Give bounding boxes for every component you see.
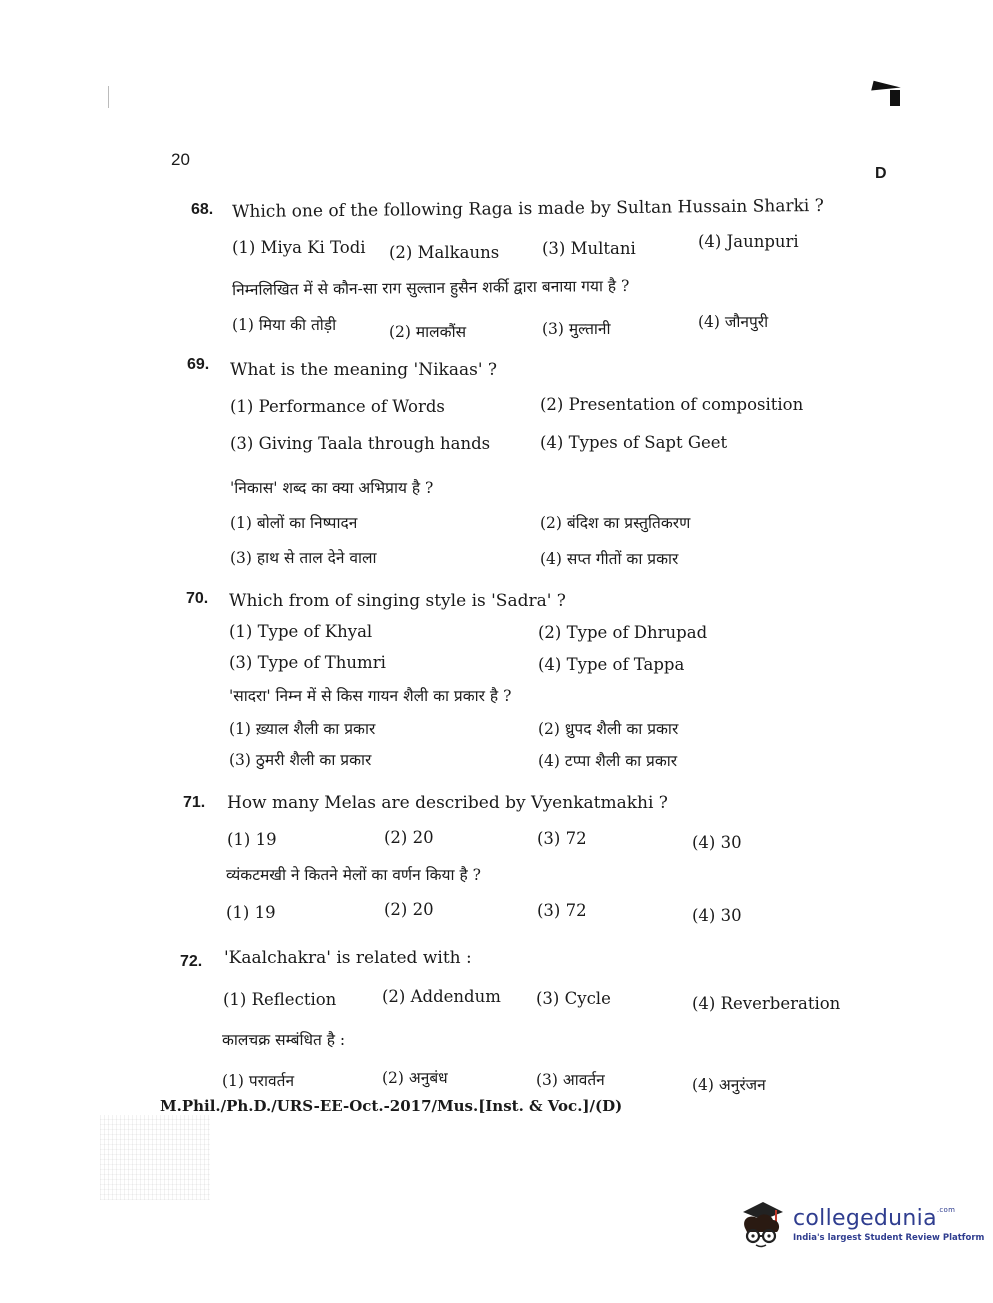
option-hi: (3) मुल्तानी bbox=[542, 320, 611, 338]
option-hi: (1) 19 bbox=[226, 903, 276, 922]
option-hi: (1) ख़्याल शैली का प्रकार bbox=[229, 720, 376, 738]
page-number: 20 bbox=[171, 150, 190, 169]
question-number: 68. bbox=[191, 201, 214, 218]
option-en: (2) Presentation of composition bbox=[540, 395, 804, 414]
option-en: (2) 20 bbox=[384, 828, 434, 847]
option-hi: (4) जौनपुरी bbox=[698, 313, 769, 331]
option-en: (3) Giving Taala through hands bbox=[230, 434, 491, 453]
logo-suffix: .com bbox=[936, 1205, 956, 1214]
option-hi: (3) 72 bbox=[537, 901, 587, 920]
question-text-en: 'Kaalchakra' is related with : bbox=[224, 948, 472, 968]
set-code: D bbox=[875, 165, 887, 182]
option-hi: (1) परावर्तन bbox=[222, 1072, 295, 1090]
question-text-en: Which from of singing style is 'Sadra' ? bbox=[229, 591, 566, 611]
option-hi: (4) अनुरंजन bbox=[692, 1076, 766, 1094]
question-number: 69. bbox=[187, 356, 210, 373]
question-text-en: Which one of the following Raga is made by Sultan Hussain Sharki ? bbox=[231, 195, 824, 223]
scan-mark bbox=[108, 86, 109, 108]
question-text-en: How many Melas are described by Vyenkatmakhi ? bbox=[227, 793, 668, 813]
option-hi: (2) ध्रुपद शैली का प्रकार bbox=[538, 720, 679, 738]
option-en: (2) Addendum bbox=[382, 987, 501, 1006]
option-hi: (2) बंदिश का प्रस्तुतिकरण bbox=[540, 514, 691, 532]
option-en: (1) Miya Ki Todi bbox=[232, 238, 366, 257]
logo-tagline: India's largest Student Review Platform bbox=[793, 1232, 985, 1243]
option-hi: (1) मिया की तोड़ी bbox=[232, 316, 337, 334]
option-en: (4) 30 bbox=[692, 833, 742, 852]
option-hi: (3) हाथ से ताल देने वाला bbox=[230, 549, 377, 567]
option-en: (3) Type of Thumri bbox=[229, 653, 386, 672]
scan-noise bbox=[100, 1115, 210, 1200]
option-en: (1) 19 bbox=[227, 830, 277, 849]
collegedunia-logo bbox=[737, 1198, 984, 1250]
option-en: (4) Type of Tappa bbox=[538, 655, 685, 674]
corner-mark-tail bbox=[890, 90, 900, 106]
question-text-hi: 'सादरा' निम्न में से किस गायन शैली का प्रकार है ? bbox=[229, 687, 512, 705]
option-hi: (3) ठुमरी शैली का प्रकार bbox=[229, 751, 372, 769]
option-en: (1) Performance of Words bbox=[230, 397, 445, 416]
option-hi: (2) 20 bbox=[384, 900, 434, 919]
option-en: (1) Type of Khyal bbox=[229, 622, 373, 641]
question-text-hi: कालचक्र सम्बंधित है : bbox=[222, 1031, 346, 1049]
question-text-hi: व्यंकटमखी ने कितने मेलों का वर्णन किया है ? bbox=[226, 866, 481, 884]
option-en: (3) Cycle bbox=[536, 989, 611, 1008]
option-hi: (2) अनुबंध bbox=[382, 1069, 448, 1087]
option-hi: (2) मालकौंस bbox=[389, 323, 467, 341]
option-en: (2) Type of Dhrupad bbox=[538, 623, 708, 642]
question-number: 71. bbox=[183, 794, 206, 811]
option-en: (3) Multani bbox=[542, 239, 636, 258]
option-hi: (4) सप्त गीतों का प्रकार bbox=[540, 550, 679, 568]
option-hi: (4) टप्पा शैली का प्रकार bbox=[538, 752, 678, 770]
option-en: (2) Malkauns bbox=[389, 243, 500, 262]
option-en: (4) Reverberation bbox=[692, 994, 841, 1013]
question-number: 72. bbox=[180, 953, 203, 970]
option-en: (4) Jaunpuri bbox=[698, 232, 799, 251]
option-hi: (1) बोलों का निष्पादन bbox=[230, 514, 358, 532]
question-text-hi: निम्नलिखित में से कौन-सा राग सुल्तान हुसैन शर्की द्वारा बनाया गया है ? bbox=[231, 276, 630, 300]
logo-wordmark: collegedunia bbox=[793, 1205, 937, 1231]
option-hi: (4) 30 bbox=[692, 906, 742, 925]
paper-code-footer: M.Phil./Ph.D./URS-EE-Oct.-2017/Mus.[Inst. & Voc.]/(D) bbox=[160, 1097, 623, 1115]
question-text-en: What is the meaning 'Nikaas' ? bbox=[230, 360, 498, 380]
option-en: (4) Types of Sapt Geet bbox=[540, 433, 728, 452]
option-hi: (3) आवर्तन bbox=[536, 1071, 605, 1089]
option-en: (1) Reflection bbox=[223, 990, 337, 1009]
option-en: (3) 72 bbox=[537, 829, 587, 848]
question-text-hi: 'निकास' शब्द का क्या अभिप्राय है ? bbox=[230, 479, 434, 497]
question-number: 70. bbox=[186, 590, 209, 607]
mascot-icon bbox=[737, 1198, 789, 1250]
